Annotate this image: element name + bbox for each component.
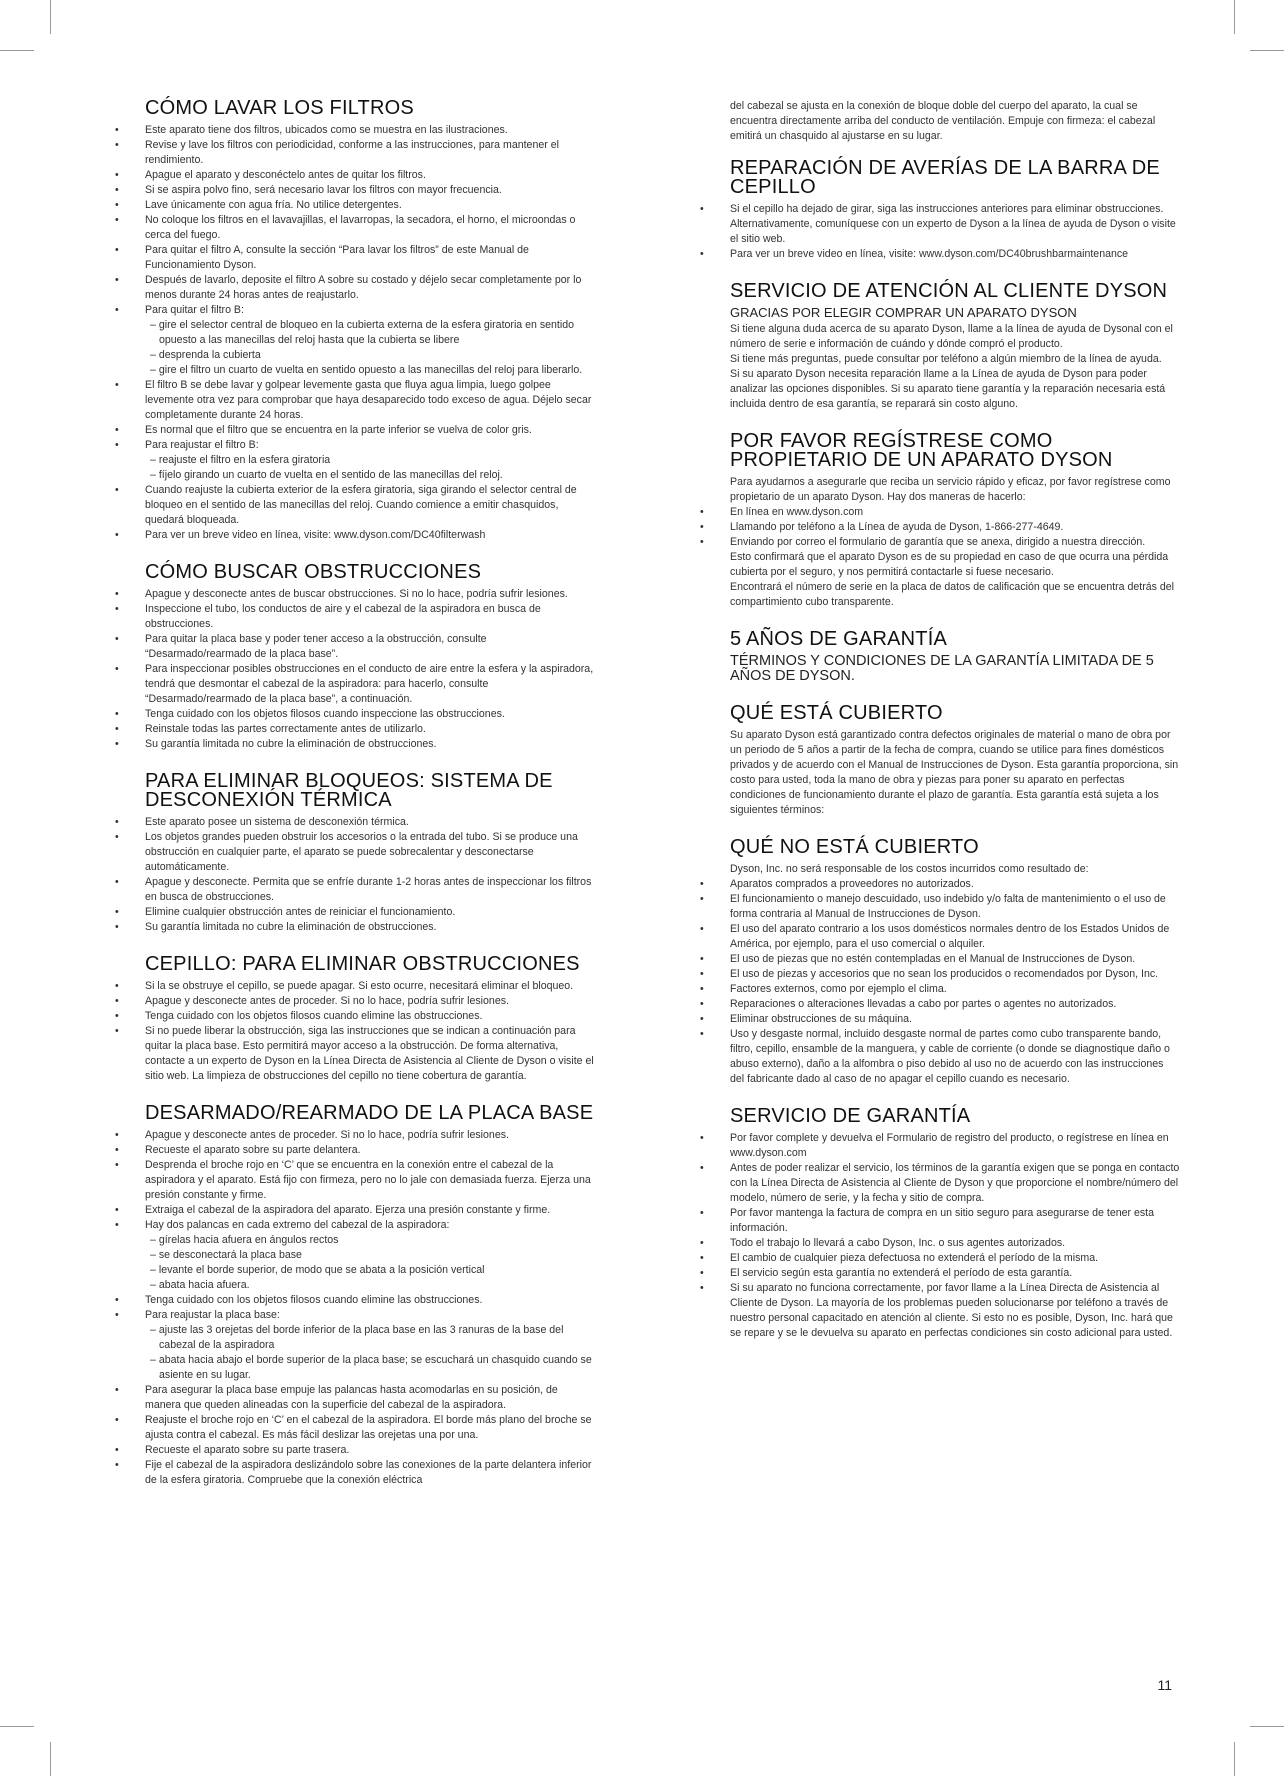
section-heading: PARA ELIMINAR BLOQUEOS: SISTEMA DE DESCONEXIÓN TÉRMICA [145,770,553,811]
page-number: 11 [1157,1677,1172,1693]
section-para-eliminar-bloqueos-sistema-de-descon [115,772,595,935]
section-heading: QUÉ NO ESTÁ CUBIERTO [730,836,979,858]
crop-mark [1234,1742,1235,1776]
paragraph: Su aparato Dyson está garantizado contra defectos originales de material o mano de obra por un periodo de 5 años a partir de la fecha de compra, cuando se utilice para fines domésticos privados y de acuerdo con el Manual de Instrucciones de Dyson. Esta garantía proporciona, sin costo para usted, toda la mano de obra y piezas para poner su aparato en perfectas condiciones de funcionamiento durante el plazo de garantía. Esta garantía está sujeta a los siguientes términos: [730,729,1179,816]
bullet-item: • Tenga cuidado con los objetos filosos cuando inspeccione las obstrucciones. [115,707,595,722]
paragraph: Para ayudarnos a asegurarle que reciba un servicio rápido y eficaz, por favor regístrese como propietario de un aparato Dyson. Hay dos maneras de hacerlo: [730,476,1171,503]
bullet-item: • El funcionamiento o manejo descuidado, uso indebido y/o falta de mantenimiento o el uso de forma contraria al Manual de Instrucciones de Dyson. [700,892,1180,922]
bullet-item: • El filtro B se debe lavar y golpear levemente gasta que fluya agua limpia, luego golpee levemente otra vez para comprobar que haya desaparecido todo exceso de agua. Déjelo secar completamente durante 24 horas. [115,378,595,423]
crop-mark [1250,50,1284,51]
item-list [700,862,1180,1087]
section-como-buscar-obstrucciones [115,563,595,752]
section-como-lavar-los-filtros [115,99,595,543]
bullet-item: • Extraiga el cabezal de la aspiradora del aparato. Ejerza una presión constante y firme. [115,1203,595,1218]
section-5-anos-de-garantia [700,630,1180,684]
section-heading: DESARMADO/REARMADO DE LA PLACA BASE [145,1102,594,1124]
bullet-item: • Para ver un breve video en línea, visite: www.dyson.com/DC40filterwash [115,528,595,543]
item-list [700,202,1180,262]
bullet-item: • Reinstale todas las partes correctamente antes de utilizarlo. [115,722,595,737]
bullet-item: • El uso de piezas que no estén contempladas en el Manual de Instrucciones de Dyson. [700,952,1180,967]
bullet-item: • Para inspeccionar posibles obstrucciones en el conducto de aire entre la esfera y la aspiradora, tendrá que desmontar el cabezal de la aspiradora: para hacerlo, consulte “Desarmado/rearmado de la placa base”, a continuación. [115,662,595,707]
bullet-item: • El cambio de cualquier pieza defectuosa no extenderá el período de la misma. [700,1251,1180,1266]
bullet-item: • Elimine cualquier obstrucción antes de reiniciar el funcionamiento. [115,905,595,920]
section-que-esta-cubierto [700,704,1180,818]
bullet-item: • En línea en www.dyson.com [700,505,1180,520]
bullet-item: • Hay dos palancas en cada extremo del cabezal de la aspiradora: [115,1218,595,1233]
bullet-item: • Si se aspira polvo fino, será necesario lavar los filtros con mayor frecuencia. [115,183,595,198]
paragraph: Esto confirmará que el aparato Dyson es de su propiedad en caso de que ocurra una pérdida cubierta por el seguro, y nos permitirá contactarle si fuese necesario. [730,551,1169,578]
crop-mark [0,50,34,51]
bullet-item: • Apague y desconecte antes de proceder. Si no lo hace, podría sufrir lesiones. [115,994,595,1009]
bullet-item: • Este aparato tiene dos filtros, ubicados como se muestra en las ilustraciones. [115,123,595,138]
bullet-item: • Factores externos, como por ejemplo el clima. [700,982,1180,997]
item-list [700,322,1180,412]
bullet-item: • Recueste el aparato sobre su parte delantera. [115,1143,595,1158]
sub-step-item: – abata hacia abajo el borde superior de la placa base; se escuchará un chasquido cuando se asiente en su lugar. [150,1354,592,1381]
section-cepillo-para-eliminar-obstrucciones [115,955,595,1084]
section-reparacion-de-averias-de-la-barra-de-cep [700,159,1180,262]
bullet-item: • Reparaciones o alteraciones llevadas a cabo por partes o agentes no autorizados. [700,997,1180,1012]
section-que-no-esta-cubierto [700,838,1180,1087]
section-heading: SERVICIO DE ATENCIÓN AL CLIENTE DYSON [730,280,1168,302]
bullet-item: • Los objetos grandes pueden obstruir los accesorios o la entrada del tubo. Si se produce una obstrucción en cualquier parte, el aparato se puede sobrecalentar y desconectarse automáticamente. [115,830,595,875]
bullet-item: • Inspeccione el tubo, los conductos de aire y el cabezal de la aspiradora en busca de obstrucciones. [115,602,595,632]
item-list [115,979,595,1084]
bullet-item: • Por favor complete y devuelva el Formulario de registro del producto, o regístrese en línea en www.dyson.com [700,1131,1180,1161]
item-list [700,1131,1180,1341]
sub-step-item: – gire el selector central de bloqueo en la cubierta externa de la esfera giratoria en sentido opuesto a las manecillas del reloj hasta que la cubierta se libere [150,319,575,346]
bullet-item: • Apague y desconecte antes de buscar obstrucciones. Si no lo hace, podría sufrir lesiones. [115,587,595,602]
sub-step-item: – fíjelo girando un cuarto de vuelta en el sentido de las manecillas del reloj. [150,469,503,481]
section-heading: CÓMO LAVAR LOS FILTROS [145,97,414,119]
bullet-item: • Este aparato posee un sistema de desconexión térmica. [115,815,595,830]
bullet-item: • No coloque los filtros en el lavavajillas, el lavarropas, la secadora, el horno, el microondas o cerca del fuego. [115,213,595,243]
bullet-item: • Uso y desgaste normal, incluido desgaste normal de partes como cubo transparente bando, filtro, cepillo, ensamble de la manguera, y cable de corriente (o donde se diagnostique daño o abuso externo), daño a la alfombra o piso debido al uso no de acuerdo con las instrucciones del fabricante dado al caso de no apagar el cepillo cuando es necesario. [700,1027,1180,1087]
item-list [115,1128,595,1488]
sub-step-item: – gire el filtro un cuarto de vuelta en sentido opuesto a las manecillas del reloj para liberarlo. [150,364,583,376]
bullet-item: • Tenga cuidado con los objetos filosos cuando elimine las obstrucciones. [115,1009,595,1024]
section-heading: POR FAVOR REGÍSTRESE COMO PROPIETARIO DE UN APARATO DYSON [730,430,1113,471]
bullet-item: • Fije el cabezal de la aspiradora deslizándolo sobre las conexiones de la parte delantera inferior de la esfera giratoria. Compruebe que la conexión eléctrica [115,1458,595,1488]
right-column [700,99,1180,1361]
bullet-item: • Para reajustar el filtro B: [115,438,595,453]
bullet-item: • Recueste el aparato sobre su parte trasera. [115,1443,595,1458]
sub-step-item: – reajuste el filtro en la esfera giratoria [150,454,331,466]
crop-mark [0,1726,34,1727]
section-heading: QUÉ ESTÁ CUBIERTO [730,702,943,724]
paragraph: Si su aparato Dyson necesita reparación llame a la Línea de ayuda de Dyson para poder analizar las opciones disponibles. Si su aparato tiene garantía y la reparación necesaria está incluida dentro de esa garantía, se reparará sin costo alguno. [730,368,1166,410]
bullet-item: • Apague y desconecte antes de proceder. Si no lo hace, podría sufrir lesiones. [115,1128,595,1143]
section-heading: 5 AÑOS DE GARANTÍA [730,628,947,650]
bullet-item: • Después de lavarlo, deposite el filtro A sobre su costado y déjelo secar completamente por lo menos durante 24 horas antes de reajustarlo. [115,273,595,303]
sub-step-item: – abata hacia afuera. [150,1279,250,1291]
bullet-item: • El uso de piezas y accesorios que no sean los producidos o recomendados por Dyson, Inc. [700,967,1180,982]
section-servicio-de-garantia [700,1107,1180,1341]
bullet-item: • Desprenda el broche rojo en ‘C’ que se encuentra en la conexión entre el cabezal de la aspiradora y el aparato. Está fijo con firmeza, pero no lo jale con demasiada fuerza. Ejerza una presión constante y firme. [115,1158,595,1203]
section-heading: CÓMO BUSCAR OBSTRUCCIONES [145,561,482,583]
sub-step-item: – se desconectará la placa base [150,1249,302,1261]
section-desarmado-rearmado-de-la-placa-base [115,1104,595,1488]
paragraph: del cabezal se ajusta en la conexión de bloque doble del cuerpo del aparato, la cual se encuentra directamente arriba del conducto de ventilación. Empuje con firmeza: el cabezal emitirá un chasquido al ajustarse en su lugar. [730,100,1156,142]
bullet-item: • Para reajustar la placa base: [115,1308,595,1323]
bullet-item: • Antes de poder realizar el servicio, los términos de la garantía exigen que se ponga en contacto con la Línea Directa de Asistencia al Cliente de Dyson y que proporcione el nombre/número del modelo, número de serie, y la fecha y sitio de compra. [700,1161,1180,1206]
paragraph: Dyson, Inc. no será responsable de los costos incurridos como resultado de: [730,863,1089,875]
bullet-item: • Si su aparato no funciona correctamente, por favor llame a la Línea Directa de Asistencia al Cliente de Dyson. La mayoría de los problemas pueden solucionarse por teléfono a través de nuestro personal capacitado en atención al cliente. Si esto no es posible, Dyson, Inc. hará que se repare y se le devuelva su aparato en perfectas condiciones sin costo adicional para usted. [700,1281,1180,1341]
bullet-item: • Es normal que el filtro que se encuentra en la parte inferior se vuelva de color gris. [115,423,595,438]
section-heading: CEPILLO: PARA ELIMINAR OBSTRUCCIONES [145,953,580,975]
bullet-item: • Para quitar el filtro A, consulte la sección “Para lavar los filtros” de este Manual de Funcionamiento Dyson. [115,243,595,273]
sub-step-item: – ajuste las 3 orejetas del borde inferior de la placa base en las 3 ranuras de la base del cabezal de la aspiradora [150,1324,564,1351]
bullet-item: • Si la se obstruye el cepillo, se puede apagar. Si esto ocurre, necesitará eliminar el bloqueo. [115,979,595,994]
bullet-item: • Lave únicamente con agua fría. No utilice detergentes. [115,198,595,213]
bullet-item: • Cuando reajuste la cubierta exterior de la esfera giratoria, siga girando el selector central de bloqueo en el sentido de las manecillas del reloj. Cuando comience a emitir chasquidos, quedará bloqueada. [115,483,595,528]
bullet-item: • Tenga cuidado con los objetos filosos cuando elimine las obstrucciones. [115,1293,595,1308]
section-continuation [700,99,1180,144]
sub-step-item: – levante el borde superior, de modo que se abata a la posición vertical [150,1264,485,1276]
section-servicio-de-atencion-al-cliente-dyson [700,282,1180,412]
bullet-item: • Llamando por teléfono a la Línea de ayuda de Dyson, 1-866-277-4649. [700,520,1180,535]
sub-step-item: – gírelas hacia afuera en ángulos rectos [150,1234,339,1246]
item-list [115,123,595,543]
section-por-favor-registrese-como-propietario-de [700,432,1180,610]
left-column [115,99,595,1508]
item-list [700,99,1180,144]
bullet-item: • Todo el trabajo lo llevará a cabo Dyson, Inc. o sus agentes autorizados. [700,1236,1180,1251]
bullet-item: • Apague el aparato y desconéctelo antes de quitar los filtros. [115,168,595,183]
paragraph: Si tiene más preguntas, puede consultar por teléfono a algún miembro de la línea de ayuda. [730,353,1162,365]
crop-mark [1234,0,1235,34]
bullet-item: • Para quitar la placa base y poder tener acceso a la obstrucción, consulte “Desarmado/rearmado de la placa base”. [115,632,595,662]
bullet-item: • Reajuste el broche rojo en ‘C’ en el cabezal de la aspiradora. El borde más plano del broche se ajusta contra el cabezal. Es más fácil deslizar las orejetas una por una. [115,1413,595,1443]
bullet-item: • Si el cepillo ha dejado de girar, siga las instrucciones anteriores para eliminar obstrucciones. Alternativamente, comuníquese con un experto de Dyson a la línea de ayuda de Dyson o visite el sitio web. [700,202,1180,247]
bullet-item: • Aparatos comprados a proveedores no autorizados. [700,877,1180,892]
paragraph: Si tiene alguna duda acerca de su aparato Dyson, llame a la línea de ayuda de Dysonal con el número de serie e información de cuándo y dónde compró el producto. [730,323,1173,350]
bullet-item: • Apague y desconecte. Permita que se enfríe durante 1-2 horas antes de inspeccionar los filtros en busca de obstrucciones. [115,875,595,905]
bullet-item: • Enviando por correo el formulario de garantía que se anexa, dirigido a nuestra dirección. [700,535,1180,550]
crop-mark [1250,1726,1284,1727]
bullet-item: • Revise y lave los filtros con periodicidad, conforme a las instrucciones, para mantener el rendimiento. [115,138,595,168]
bullet-item: • Si no puede liberar la obstrucción, siga las instrucciones que se indican a continuación para quitar la placa base. Esto permitirá mayor acceso a la obstrucción. De forma alternativa, contacte a un experto de Dyson en la Línea Directa de Asistencia al Cliente de Dyson o visite el sitio web. La limpieza de obstrucciones del cepillo no tiene cobertura de garantía. [115,1024,595,1084]
section-subheading: GRACIAS POR ELEGIR COMPRAR UN APARATO DYSON [730,305,1077,320]
item-list [700,728,1180,818]
bullet-item: • Para asegurar la placa base empuje las palancas hasta acomodarlas en su posición, de manera que queden alineadas con la superficie del cabezal de la aspiradora. [115,1383,595,1413]
bullet-item: • El uso del aparato contrario a los usos domésticos normales dentro de los Estados Unidos de América, por ejemplo, para el uso comercial o alquiler. [700,922,1180,952]
paragraph: Encontrará el número de serie en la placa de datos de calificación que se encuentra detrás del compartimiento cubo transparente. [730,581,1175,608]
item-list [115,815,595,935]
bullet-item: • Eliminar obstrucciones de su máquina. [700,1012,1180,1027]
sub-step-item: – desprenda la cubierta [150,349,261,361]
section-heading: SERVICIO DE GARANTÍA [730,1105,971,1127]
item-list [115,587,595,752]
bullet-item: • El servicio según esta garantía no extenderá el período de esta garantía. [700,1266,1180,1281]
bullet-item: • Su garantía limitada no cubre la eliminación de obstrucciones. [115,737,595,752]
section-heading: REPARACIÓN DE AVERÍAS DE LA BARRA DE CEPILLO [730,157,1160,198]
bullet-item: • Por favor mantenga la factura de compra en un sitio seguro para asegurarse de tener esta información. [700,1206,1180,1236]
item-list [700,475,1180,610]
bullet-item: • Para quitar el filtro B: [115,303,595,318]
bullet-item: • Para ver un breve video en línea, visite: www.dyson.com/DC40brushbarmaintenance [700,247,1180,262]
bullet-item: • Su garantía limitada no cubre la eliminación de obstrucciones. [115,920,595,935]
section-subheading: TÉRMINOS Y CONDICIONES DE LA GARANTÍA LIMITADA DE 5 AÑOS DE DYSON. [730,653,1154,684]
crop-mark [50,1742,51,1776]
crop-mark [50,0,51,34]
